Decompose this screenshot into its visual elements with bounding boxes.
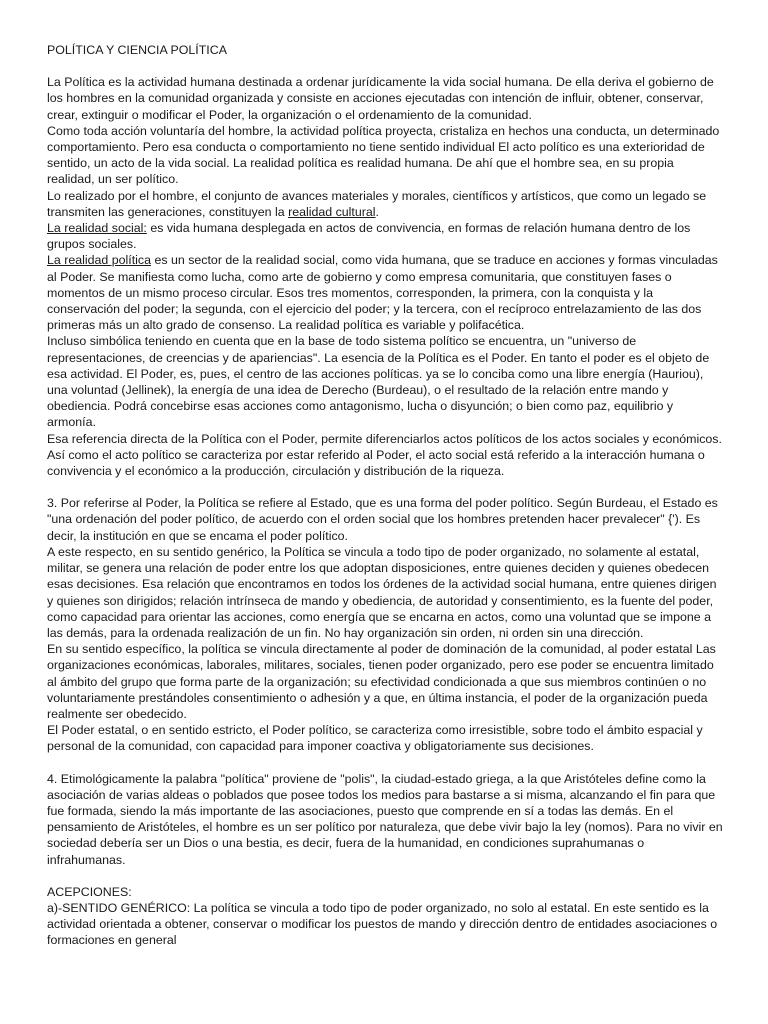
political-reality-text: es un sector de la realidad social, como vida humana, que se traduce en acciones y formas vinculadas al Poder. Se manifiesta como lucha, como arte de gobierno y como empresa comunitaria, que constituyen fases o momentos de un mismo proceso circular. Esos tres momentos, corresponden, la primera, con la conquista y la conservación del poder; la segunda, con el ejercicio del poder; y la tercera, con el recíproco entrelazamiento de las dos primeras más un alto grado de consenso. La realidad política es variable y polifacética. bbox=[47, 253, 718, 333]
paragraph-state: 3. Por referirse al Poder, la Política se refiere al Estado, que es una forma del poder político. Según Burdeau, el Estado es "una ordenación del poder político, de acuerdo con el orden social que los hombres pretenden hacer prevalecer" {'). Es decir, la institución en que se encama el poder político. bbox=[47, 496, 718, 543]
paragraph-generic-sense: A este respecto, en su sentido genérico, la Política se vincula a todo tipo de poder organizado, no solamente al estatal, militar, se genera una relación de poder entre los que adoptan disposiciones, entre quienes deciden y quienes obedecen esas decisiones. Esa relación que encontramos en todos los órdenes de la actividad social humana, entre quienes dirigen y quienes son dirigidos; relación intrínseca de mando y obediencia, de autoridad y consentimiento, es la fuente del poder, como capacidad para orientar las acciones, como energía que se encarna en actos, como una voluntad que se impone a las demás, para la ordenada realización de un fin. No hay organización sin orden, ni orden sin una dirección. bbox=[47, 544, 717, 640]
paragraph-gap bbox=[47, 479, 723, 495]
paragraph-gap bbox=[47, 868, 723, 884]
paragraph-definition: La Política es la actividad humana destinada a ordenar jurídicamente la vida social humana. De ella deriva el gobierno de los hombres en la comunidad organizada y consiste en acciones ejecutadas con intención de influir, obtener, conservar, crear, extinguir o modificar el Poder, la organización o el ordenamiento de la comunidad. bbox=[47, 75, 714, 122]
cultural-reality-underlined: realidad cultural bbox=[288, 204, 376, 219]
cultural-reality-text-after: . bbox=[375, 204, 379, 219]
paragraph-symbolic-power: Incluso simbólica teniendo en cuenta que en la base de todo sistema político se encuentra, un "universo de representaciones, de creencias y de apariencias". La esencia de la Política es el Poder. En tanto el poder es el objeto de esa actividad. El Poder, es, pues, el centro de las acciones políticas. ya se lo conciba como una libre energía (Hauriou), una voluntad (Jellinek), la energía de una idea de Derecho (Burdeau), o el resultado de la relación entre mando y obediencia. Podrá concebirse esas acciones como antagonismo, lucha o disyunción; o bien como paz, equilibrio y armonía. bbox=[47, 334, 710, 430]
social-reality-text: es vida humana desplegada en actos de convivencia, en formas de relación humana dentro de los grupos sociales. bbox=[47, 221, 691, 252]
acepciones-heading: ACEPCIONES: bbox=[47, 884, 132, 899]
paragraph-social-reality bbox=[47, 220, 723, 252]
paragraph-specific-sense: En su sentido específico, la política se vincula directamente al poder de dominación de la comunidad, al poder estatal Las organizaciones económicas, laborales, militares, sociales, tienen poder organizado, pero ese poder se encuentra limitado al ámbito del grupo que forma parte de la organización; su efectividad condicionada a que sus miembros continúen o no voluntariamente prestándoles consentimiento o adhesión y a que, en última instancia, el poder de la organización pueda realmente ser obedecido. bbox=[47, 642, 716, 721]
cultural-reality-text-before: Lo realizado por el hombre, el conjunto de avances materiales y morales, científicos y artísticos, que como un legado se transmiten las generaciones, constituyen la bbox=[47, 188, 707, 219]
document-title: POLÍTICA Y CIENCIA POLÍTICA bbox=[47, 43, 227, 57]
paragraph-political-acts: Esa referencia directa de la Política con el Poder, permite diferenciarlos actos políticos de los actos sociales y económicos. Así como el acto político se caracteriza por estar referido al Poder, el acto social está referido a la interacción humana o convivencia y el económico a la producción, circulación y distribución de la riqueza. bbox=[47, 431, 722, 479]
paragraph-cultural-reality bbox=[47, 188, 723, 220]
document-page bbox=[47, 42, 723, 949]
paragraph-etymology: 4. Etimológicamente la palabra "política" proviene de "polis", la ciudad-estado griega, a la que Aristóteles define como la asociación de varias aldeas o poblados que posee todos los medios para bastarse a si misma, alcanzando el fin para que fue formada, siendo la más importante de las asociaciones, puesto que comprende en sí a todas las demás. En el pensamiento de Aristóteles, el hombre es un ser político por naturaleza, que debe vivir bajo la ley (nomos). Para no vivir en sociedad debería ser un Dios o una bestia, es decir, fuera de la humanidad, en condiciones suprahumanas o infrahumanas. bbox=[47, 771, 723, 867]
paragraph-voluntary-action: Como toda acción voluntaría del hombre, la actividad política proyecta, cristaliza en hechos una conducta, un determinado comportamiento. Pero esa conducta o comportamiento no tiene sentido individual El acto político es una exterioridad de sentido, un acto de la vida social. La realidad política es realidad humana. De ahí que el hombre sea, en su propia realidad, un ser político. bbox=[47, 123, 720, 187]
political-reality-underlined: La realidad política bbox=[47, 253, 152, 268]
paragraph-gap bbox=[47, 755, 723, 771]
paragraph-political-reality bbox=[47, 252, 723, 333]
paragraph-state-power: El Poder estatal, o en sentido estricto, el Poder político, se caracteriza como irresistible, sobre todo el ámbito espacial y personal de la comunidad, con capacidad para imponer coactiva y obligatoriamente sus decisiones. bbox=[47, 723, 703, 754]
social-reality-underlined: La realidad social: bbox=[47, 221, 147, 236]
paragraph-generic-meaning: a)-SENTIDO GENÉRICO: La política se vincula a todo tipo de poder organizado, no solo al estatal. En este sentido es la actividad orientada a obtener, conservar o modificar los puestos de mando y dirección dentro de entidades asociaciones o formaciones en general bbox=[47, 900, 718, 948]
